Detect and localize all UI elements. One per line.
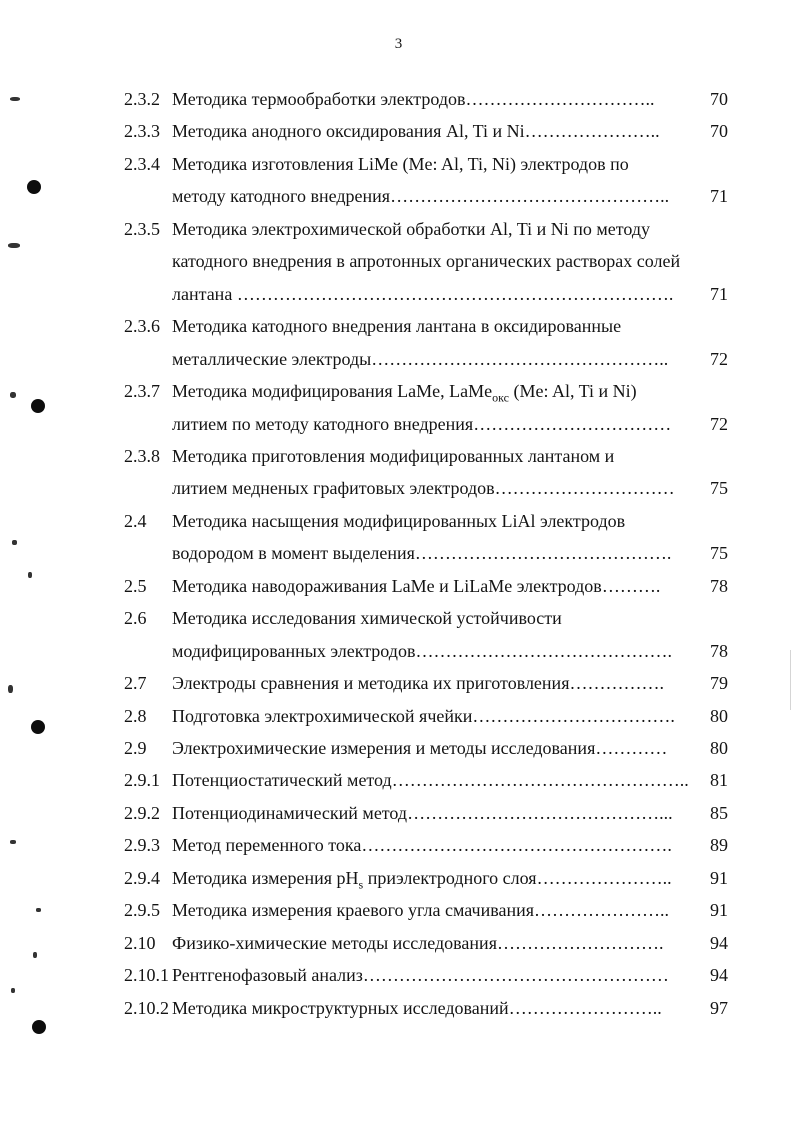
section-number: 2.9.3 (124, 835, 160, 856)
dot-leader: ………………….. (536, 867, 672, 888)
title-text: Методика модифицирования LaMe, LaMe (172, 381, 493, 402)
section-number: 2.6 (124, 608, 147, 629)
title-text: Методика изготовления LiMe (Me: Al, Ti, Ni) электродов по (172, 153, 629, 174)
section-title (172, 312, 621, 340)
dot-leader: ………………………. (496, 932, 664, 953)
page-ref: 79 (710, 673, 728, 694)
section-number: 2.10.2 (124, 997, 169, 1018)
title-text: Физико-химические методы исследования (172, 932, 497, 953)
title-text: катодного внедрения в апротонных органических растворах солей (172, 251, 681, 272)
page-ref: 78 (710, 640, 728, 661)
dot-leader: ………………………….. (465, 89, 655, 109)
dot-leader: ……………………………. (472, 705, 675, 726)
section-number: 2.9.1 (124, 770, 160, 791)
toc-line (124, 117, 728, 145)
toc-line (124, 182, 728, 210)
title-text: Электроды сравнения и методика их приготовления (172, 673, 570, 694)
title-text-continued: (Me: Al, Ti и Ni) (508, 381, 637, 402)
section-title (172, 215, 650, 243)
toc-line (124, 507, 728, 535)
title-text: методу катодного внедрения (172, 186, 391, 207)
section-number: 2.10 (124, 932, 156, 953)
section-number: 2.8 (124, 705, 147, 726)
toc-line (124, 799, 728, 827)
scan-speck (11, 988, 15, 993)
scan-speck (10, 97, 20, 101)
toc-line (124, 215, 728, 243)
binder-hole (27, 180, 41, 194)
dot-leader: ……………………………………………. (361, 835, 672, 856)
title-text: Методика измерения краевого угла смачивания (172, 900, 535, 921)
page-number: 3 (394, 36, 403, 52)
title-text: Потенциодинамический метод (172, 802, 408, 823)
section-title (172, 85, 706, 113)
toc-line (124, 410, 728, 438)
scan-speck (28, 572, 32, 578)
page-ref: 80 (710, 738, 728, 758)
page-ref: 71 (710, 186, 728, 207)
dot-leader: ………………………………………………………………. (232, 283, 674, 304)
dot-leader: ……………………………………….. (390, 186, 670, 207)
dot-leader: ………. (601, 575, 661, 596)
page-ref: 91 (710, 867, 728, 888)
binder-hole (32, 1020, 46, 1034)
section-title (172, 572, 706, 600)
section-title (172, 702, 706, 730)
toc-line (124, 377, 728, 405)
page-ref: 91 (710, 900, 728, 921)
section-number: 2.3.3 (124, 121, 160, 142)
title-text: Методика насыщения модифицированных LiAl электродов (172, 510, 626, 531)
dot-leader: …………………….. (508, 997, 662, 1018)
title-text: Методика приготовления модифицированных лантаном и (172, 445, 615, 466)
title-text: Методика термообработки электродов (172, 89, 466, 109)
section-title (172, 799, 706, 827)
section-title (172, 831, 706, 859)
scan-speck (36, 908, 41, 912)
scan-line (790, 650, 791, 710)
section-number: 2.3.5 (124, 218, 160, 239)
section-title (172, 864, 706, 899)
scan-speck (8, 685, 13, 693)
scan-speck (8, 243, 20, 248)
section-title (172, 766, 706, 794)
section-title (172, 345, 706, 373)
toc-line (124, 312, 728, 340)
binder-hole (31, 720, 45, 734)
toc-line (124, 442, 728, 470)
toc-line (124, 604, 728, 632)
dot-leader: ……………………………………... (407, 802, 673, 823)
title-text: лантана (172, 283, 233, 304)
toc-line (124, 280, 728, 308)
title-text: литием по методу катодного внедрения (172, 413, 474, 434)
section-title (172, 734, 706, 762)
toc-line (124, 150, 728, 178)
section-number: 2.3.7 (124, 381, 160, 402)
toc-line (124, 637, 728, 665)
title-text: водородом в момент выделения (172, 543, 415, 564)
page-ref: 75 (710, 478, 728, 499)
toc-line (124, 734, 728, 762)
title-text: Методика измерения pH (172, 867, 359, 888)
title-text: литием медненых графитовых электродов (172, 478, 495, 499)
toc-line (124, 474, 728, 502)
title-text: Методика электрохимической обработки Al, Ti и Ni по методу (172, 218, 651, 239)
title-text: Электрохимические измерения и методы исследования (172, 738, 596, 758)
scan-speck (12, 540, 17, 545)
dot-leader: …………………………… (473, 413, 672, 434)
page-ref: 72 (710, 348, 728, 369)
toc-line (124, 766, 728, 794)
dot-leader: …………………………………………… (362, 965, 669, 986)
toc-line (124, 702, 728, 730)
title-text: металлические электроды (172, 348, 372, 369)
section-title (172, 377, 637, 412)
dot-leader: ………………….. (524, 121, 660, 142)
section-number: 2.9.4 (124, 867, 160, 888)
page-ref: 71 (710, 283, 728, 304)
toc-line (124, 929, 728, 957)
scan-speck (33, 952, 37, 958)
page-ref: 80 (710, 705, 728, 726)
section-number: 2.9.2 (124, 802, 160, 823)
dot-leader: ………………………… (494, 478, 675, 499)
title-text: Рентгенофазовый анализ (172, 965, 363, 986)
title-text: Методика катодного внедрения лантана в оксидированные (172, 316, 622, 337)
scan-speck (10, 840, 16, 844)
toc-line (124, 864, 728, 892)
section-number: 2.4 (124, 510, 147, 531)
page-ref: 89 (710, 835, 728, 856)
page-ref: 97 (710, 997, 728, 1018)
section-title (172, 150, 629, 178)
dot-leader: ………… (595, 738, 668, 758)
toc-line (124, 961, 728, 989)
dot-leader: ……………. (569, 673, 664, 694)
toc-line (124, 994, 728, 1022)
toc-line (124, 831, 728, 859)
title-text: Методика анодного оксидирования Al, Ti и Ni (172, 121, 525, 142)
section-number: 2.5 (124, 575, 147, 596)
page-ref: 70 (710, 89, 728, 109)
section-title (172, 539, 706, 567)
toc-line (124, 572, 728, 600)
toc-line (124, 345, 728, 373)
section-number: 2.3.4 (124, 153, 160, 174)
page-ref: 81 (710, 770, 728, 791)
section-number: 2.7 (124, 673, 147, 694)
section-title (172, 182, 706, 210)
page-ref: 94 (710, 965, 728, 986)
binder-hole (31, 399, 45, 413)
title-text-continued: приэлектродного слоя (363, 867, 537, 888)
title-text: Методика наводораживания LaMe и LiLaMe электродов (172, 575, 602, 596)
section-title (172, 117, 706, 145)
title-text: Метод переменного тока (172, 835, 362, 856)
section-number: 2.3.2 (124, 89, 160, 109)
title-text: Методика микроструктурных исследований (172, 997, 509, 1018)
title-text: Потенциостатический метод (172, 770, 392, 791)
toc-line (124, 539, 728, 567)
section-number: 2.10.1 (124, 965, 169, 986)
subscript-text: окс (492, 390, 509, 405)
dot-leader: ………………….. (534, 900, 670, 921)
scan-speck (10, 392, 16, 398)
section-title (172, 669, 706, 697)
page-ref: 72 (710, 413, 728, 434)
section-number: 2.3.6 (124, 316, 160, 337)
toc-line (124, 247, 728, 275)
toc-line (124, 896, 728, 924)
toc-line (124, 85, 728, 113)
page-ref: 75 (710, 543, 728, 564)
page-ref: 70 (710, 121, 728, 142)
section-title (172, 896, 706, 924)
section-title (172, 604, 562, 632)
section-title (172, 507, 625, 535)
page-ref: 78 (710, 575, 728, 596)
toc-line (124, 669, 728, 697)
section-title (172, 474, 706, 502)
subscript-text: s (358, 877, 364, 892)
section-title (172, 961, 706, 989)
section-title (172, 929, 706, 957)
section-title (172, 247, 680, 275)
section-title (172, 442, 614, 470)
section-number: 2.9.5 (124, 900, 160, 921)
page-ref: 94 (710, 932, 728, 953)
dot-leader: ……………………………………. (414, 543, 672, 564)
page-ref: 85 (710, 802, 728, 823)
section-title (172, 410, 706, 438)
section-number: 2.3.8 (124, 445, 160, 466)
section-title (172, 280, 706, 308)
title-text: модифицированных электродов (172, 640, 416, 661)
dot-leader: ……………………………………. (415, 640, 672, 661)
section-title (172, 637, 706, 665)
section-number: 2.9 (124, 738, 147, 758)
dot-leader: ………………………………………….. (391, 770, 689, 791)
dot-leader: ………………………………………….. (371, 348, 669, 369)
section-title (172, 994, 706, 1022)
title-text: Подготовка электрохимической ячейки (172, 705, 473, 726)
title-text: Методика исследования химической устойчивости (172, 608, 562, 629)
